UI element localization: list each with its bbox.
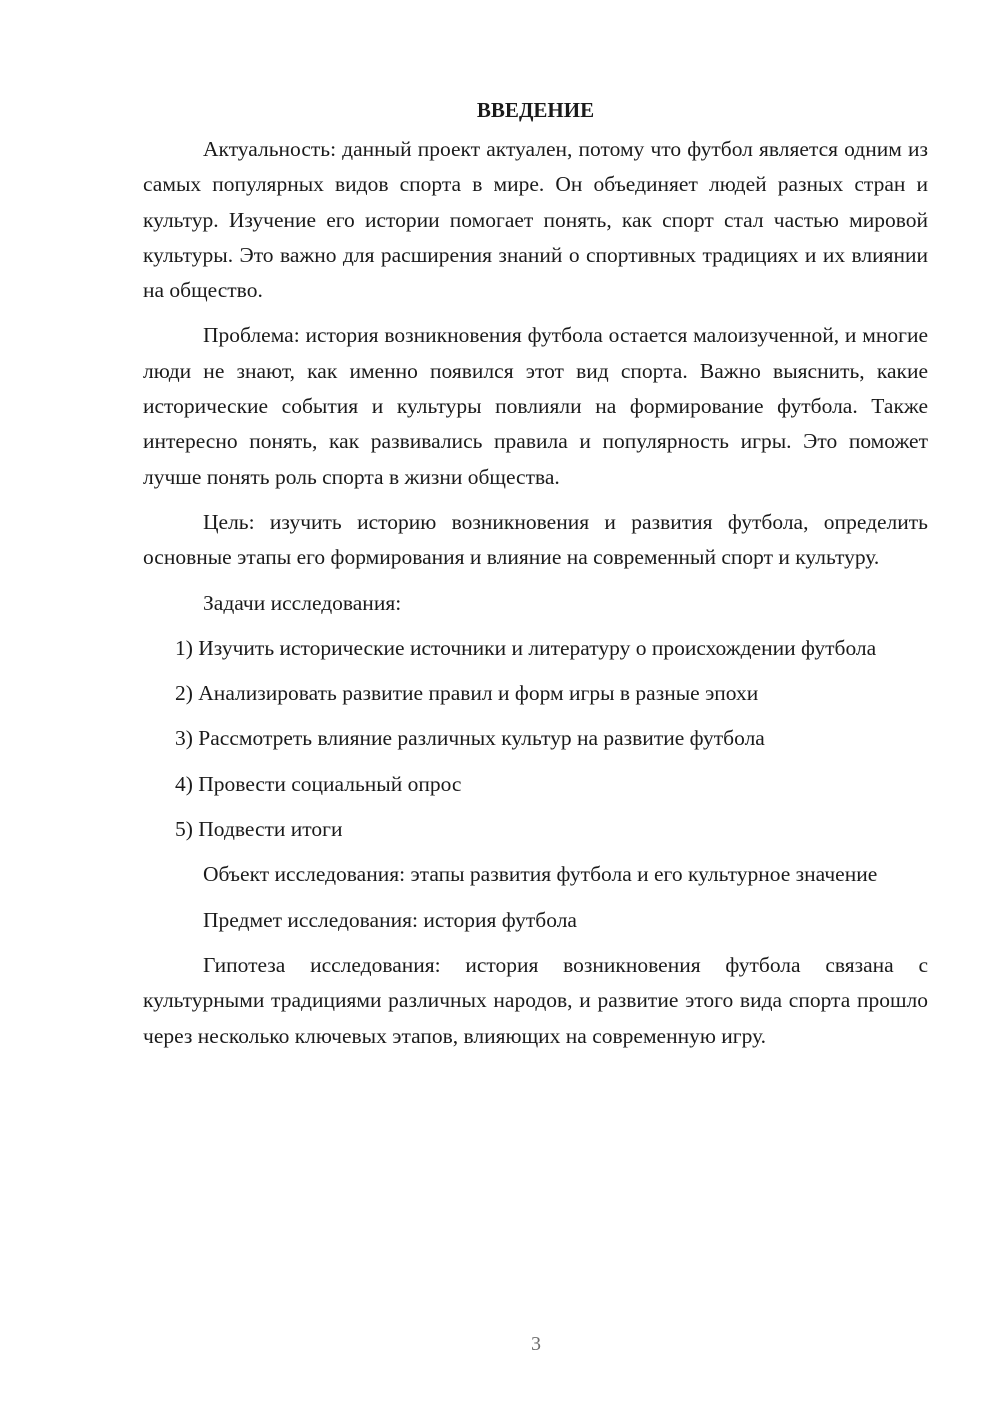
- relevance-paragraph: Актуальность: данный проект актуален, потому что футбол является одним из самых популярных видов спорта в мире. Он объединяет людей разных стран и культур. Изучение его истории помогает понять, как спорт стал частью мировой культуры. Это важно для расширения знаний о спортивных традициях и их влиянии на общество.: [143, 137, 928, 303]
- page-number: 3: [531, 1333, 541, 1355]
- task-item: 3) Рассмотреть влияние различных культур на развитие футбола: [175, 726, 765, 751]
- task-item: 5) Подвести итоги: [175, 817, 343, 842]
- document-page: [143, 92, 928, 1054]
- object-paragraph: Объект исследования: этапы развития футбола и его культурное значение: [203, 862, 878, 887]
- section-heading: ВВЕДЕНИЕ: [476, 98, 595, 122]
- hypothesis-paragraph: Гипотеза исследования: история возникновения футбола связана с культурными традициями различных народов, и развитие этого вида спорта прошло через несколько ключевых этапов, влияющих на современную игру.: [143, 952, 928, 1048]
- subject-paragraph: Предмет исследования: история футбола: [203, 907, 577, 932]
- task-item: 2) Анализировать развитие правил и форм игры в разные эпохи: [175, 681, 759, 706]
- problem-paragraph: Проблема: история возникновения футбола остается малоизученной, и многие люди не знают, как именно появился этот вид спорта. Важно выяснить, какие исторические события и культуры повлияли на формирование футбола. Также интересно понять, как развивались правила и популярность игры. Это поможет лучше понять роль спорта в жизни общества.: [143, 323, 928, 489]
- tasks-title: Задачи исследования:: [203, 590, 402, 615]
- task-item: 4) Провести социальный опрос: [175, 771, 462, 796]
- task-item: 1) Изучить исторические источники и литературу о происхождении футбола: [175, 635, 877, 660]
- goal-paragraph: Цель: изучить историю возникновения и развития футбола, определить основные этапы его формирования и влияние на современный спорт и культуру.: [143, 509, 928, 570]
